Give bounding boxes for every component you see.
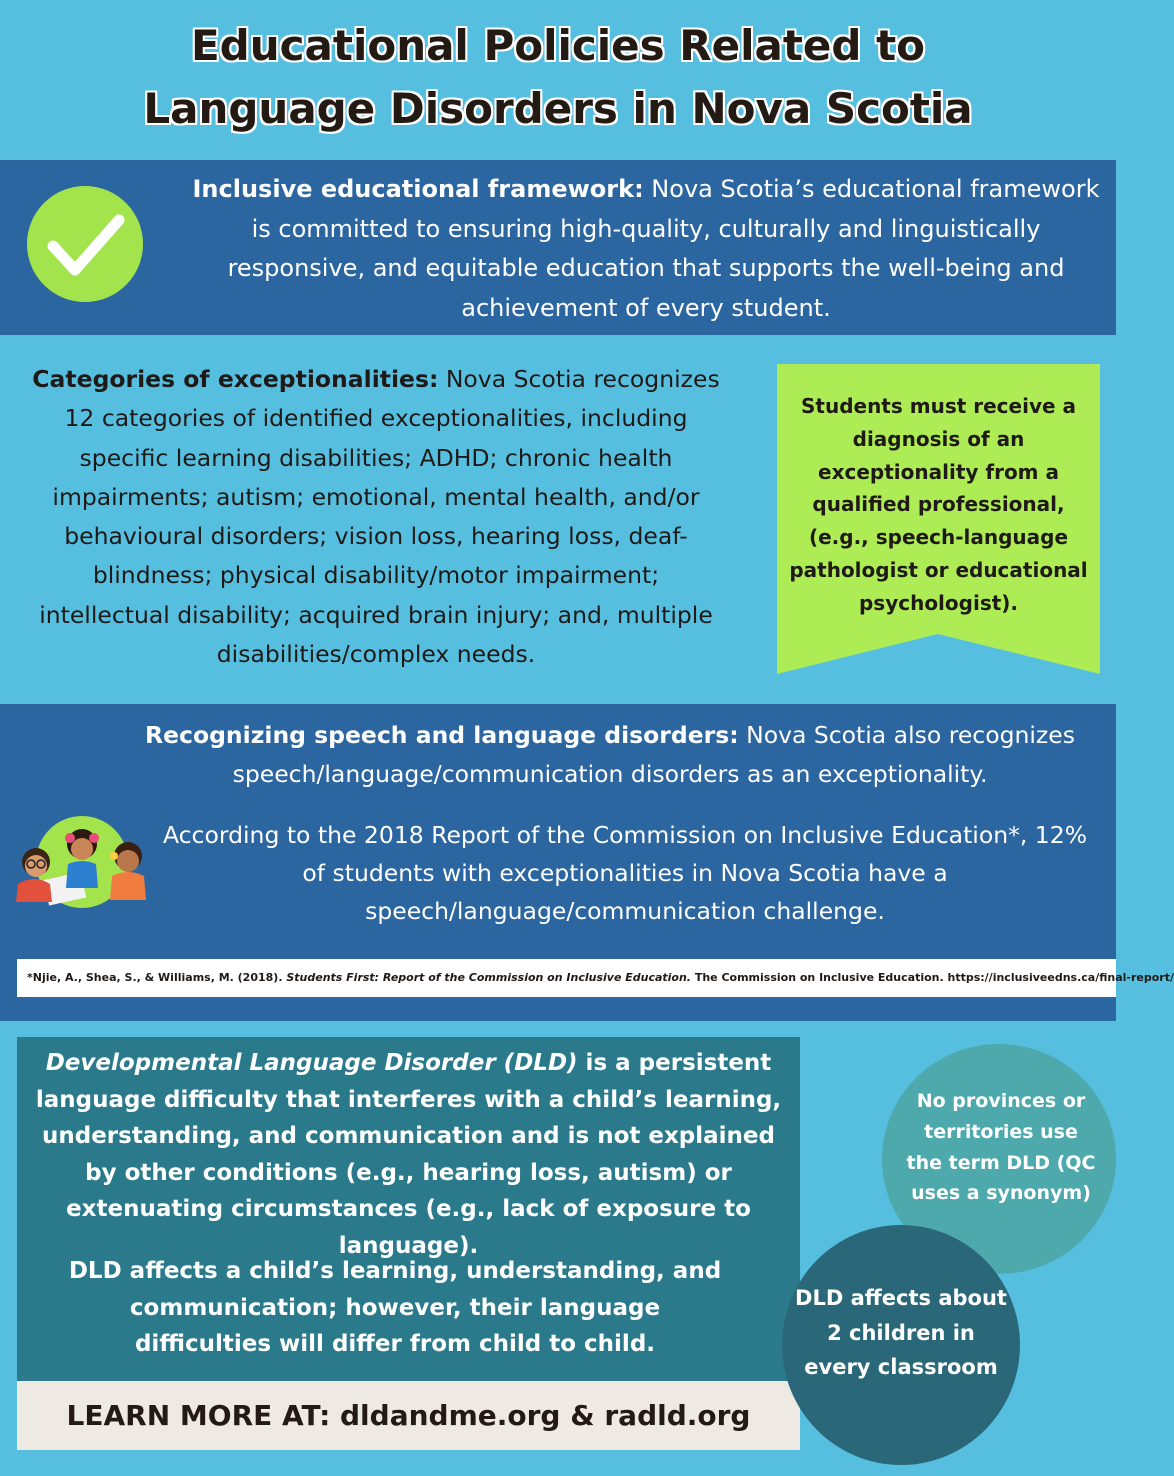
- framework-body: Nova Scotia’s educational framework is committed to ensuring high-quality, culturally and linguistically responsive, and equitable education that supports the well-being and achievement of every student.: [227, 175, 1100, 322]
- checkmark-icon: [27, 186, 143, 302]
- citation-footnote: [17, 959, 1174, 997]
- framework-text: [180, 170, 1112, 328]
- citation-authors: *Njie, A., Shea, S., & Williams, M. (2018).: [27, 971, 287, 984]
- diagnosis-banner-text: Students must receive a diagnosis of an exceptionality from a qualified professional, (e.g., speech-language pathologist or educational psychologist).: [789, 394, 1088, 615]
- title-line-2: Language Disorders in Nova Scotia: [143, 84, 973, 133]
- dld-term: Developmental Language Disorder (DLD): [45, 1050, 578, 1076]
- framework-heading: Inclusive educational framework:: [192, 175, 644, 203]
- citation-rest: The Commission on Inclusive Education. https://inclusiveedns.ca/final-report/: [691, 971, 1174, 984]
- speech-body: Nova Scotia also recognizes speech/language/communication disorders as an exceptionality.: [232, 721, 1075, 788]
- provinces-bubble-text: No provinces or territories use the term DLD (QC uses a synonym): [906, 1090, 1096, 1205]
- citation-title: Students First: Report of the Commission on Inclusive Education.: [286, 971, 691, 984]
- diagnosis-banner: [777, 364, 1100, 674]
- speech-text: [130, 716, 1090, 793]
- dld-affects-text: DLD affects a child’s learning, understanding, and communication; however, their language difficulties will differ from child to child.: [68, 1258, 722, 1357]
- learn-more-bar: LEARN MORE AT: dldandme.org & radld.org: [17, 1381, 800, 1450]
- categories-heading: Categories of exceptionalities:: [32, 365, 439, 393]
- report-text: According to the 2018 Report of the Commission on Inclusive Education*, 12% of students with exceptionalities in Nova Scotia have a speech/language/communication challenge.: [162, 821, 1088, 926]
- page-title: [0, 14, 1116, 140]
- dld-definition-text: [25, 1045, 792, 1264]
- categories-text: [30, 360, 722, 674]
- classroom-bubble-text: DLD affects about 2 children in every classroom: [795, 1286, 1007, 1380]
- children-illustration-icon: [4, 812, 154, 914]
- dld-definition: is a persistent language difficulty that interferes with a child’s learning, understanding, and communication and is not explained by other conditions (e.g., hearing loss, autism) or extenuating circumstances (e.g., lack of exposure to language).: [35, 1050, 782, 1259]
- speech-heading: Recognizing speech and language disorders:: [145, 721, 739, 749]
- title-line-1: Educational Policies Related to: [190, 21, 926, 70]
- categories-body: Nova Scotia recognizes 12 categories of identified exceptionalities, including specific learning disabilities; ADHD; chronic health impairments; autism; emotional, mental health, and/or behavioural disorders; vision loss, hearing loss, deaf-blindness; physical disability/motor impairment; intellectual disability; acquired brain injury; and, multiple disabilities/complex needs.: [39, 365, 720, 669]
